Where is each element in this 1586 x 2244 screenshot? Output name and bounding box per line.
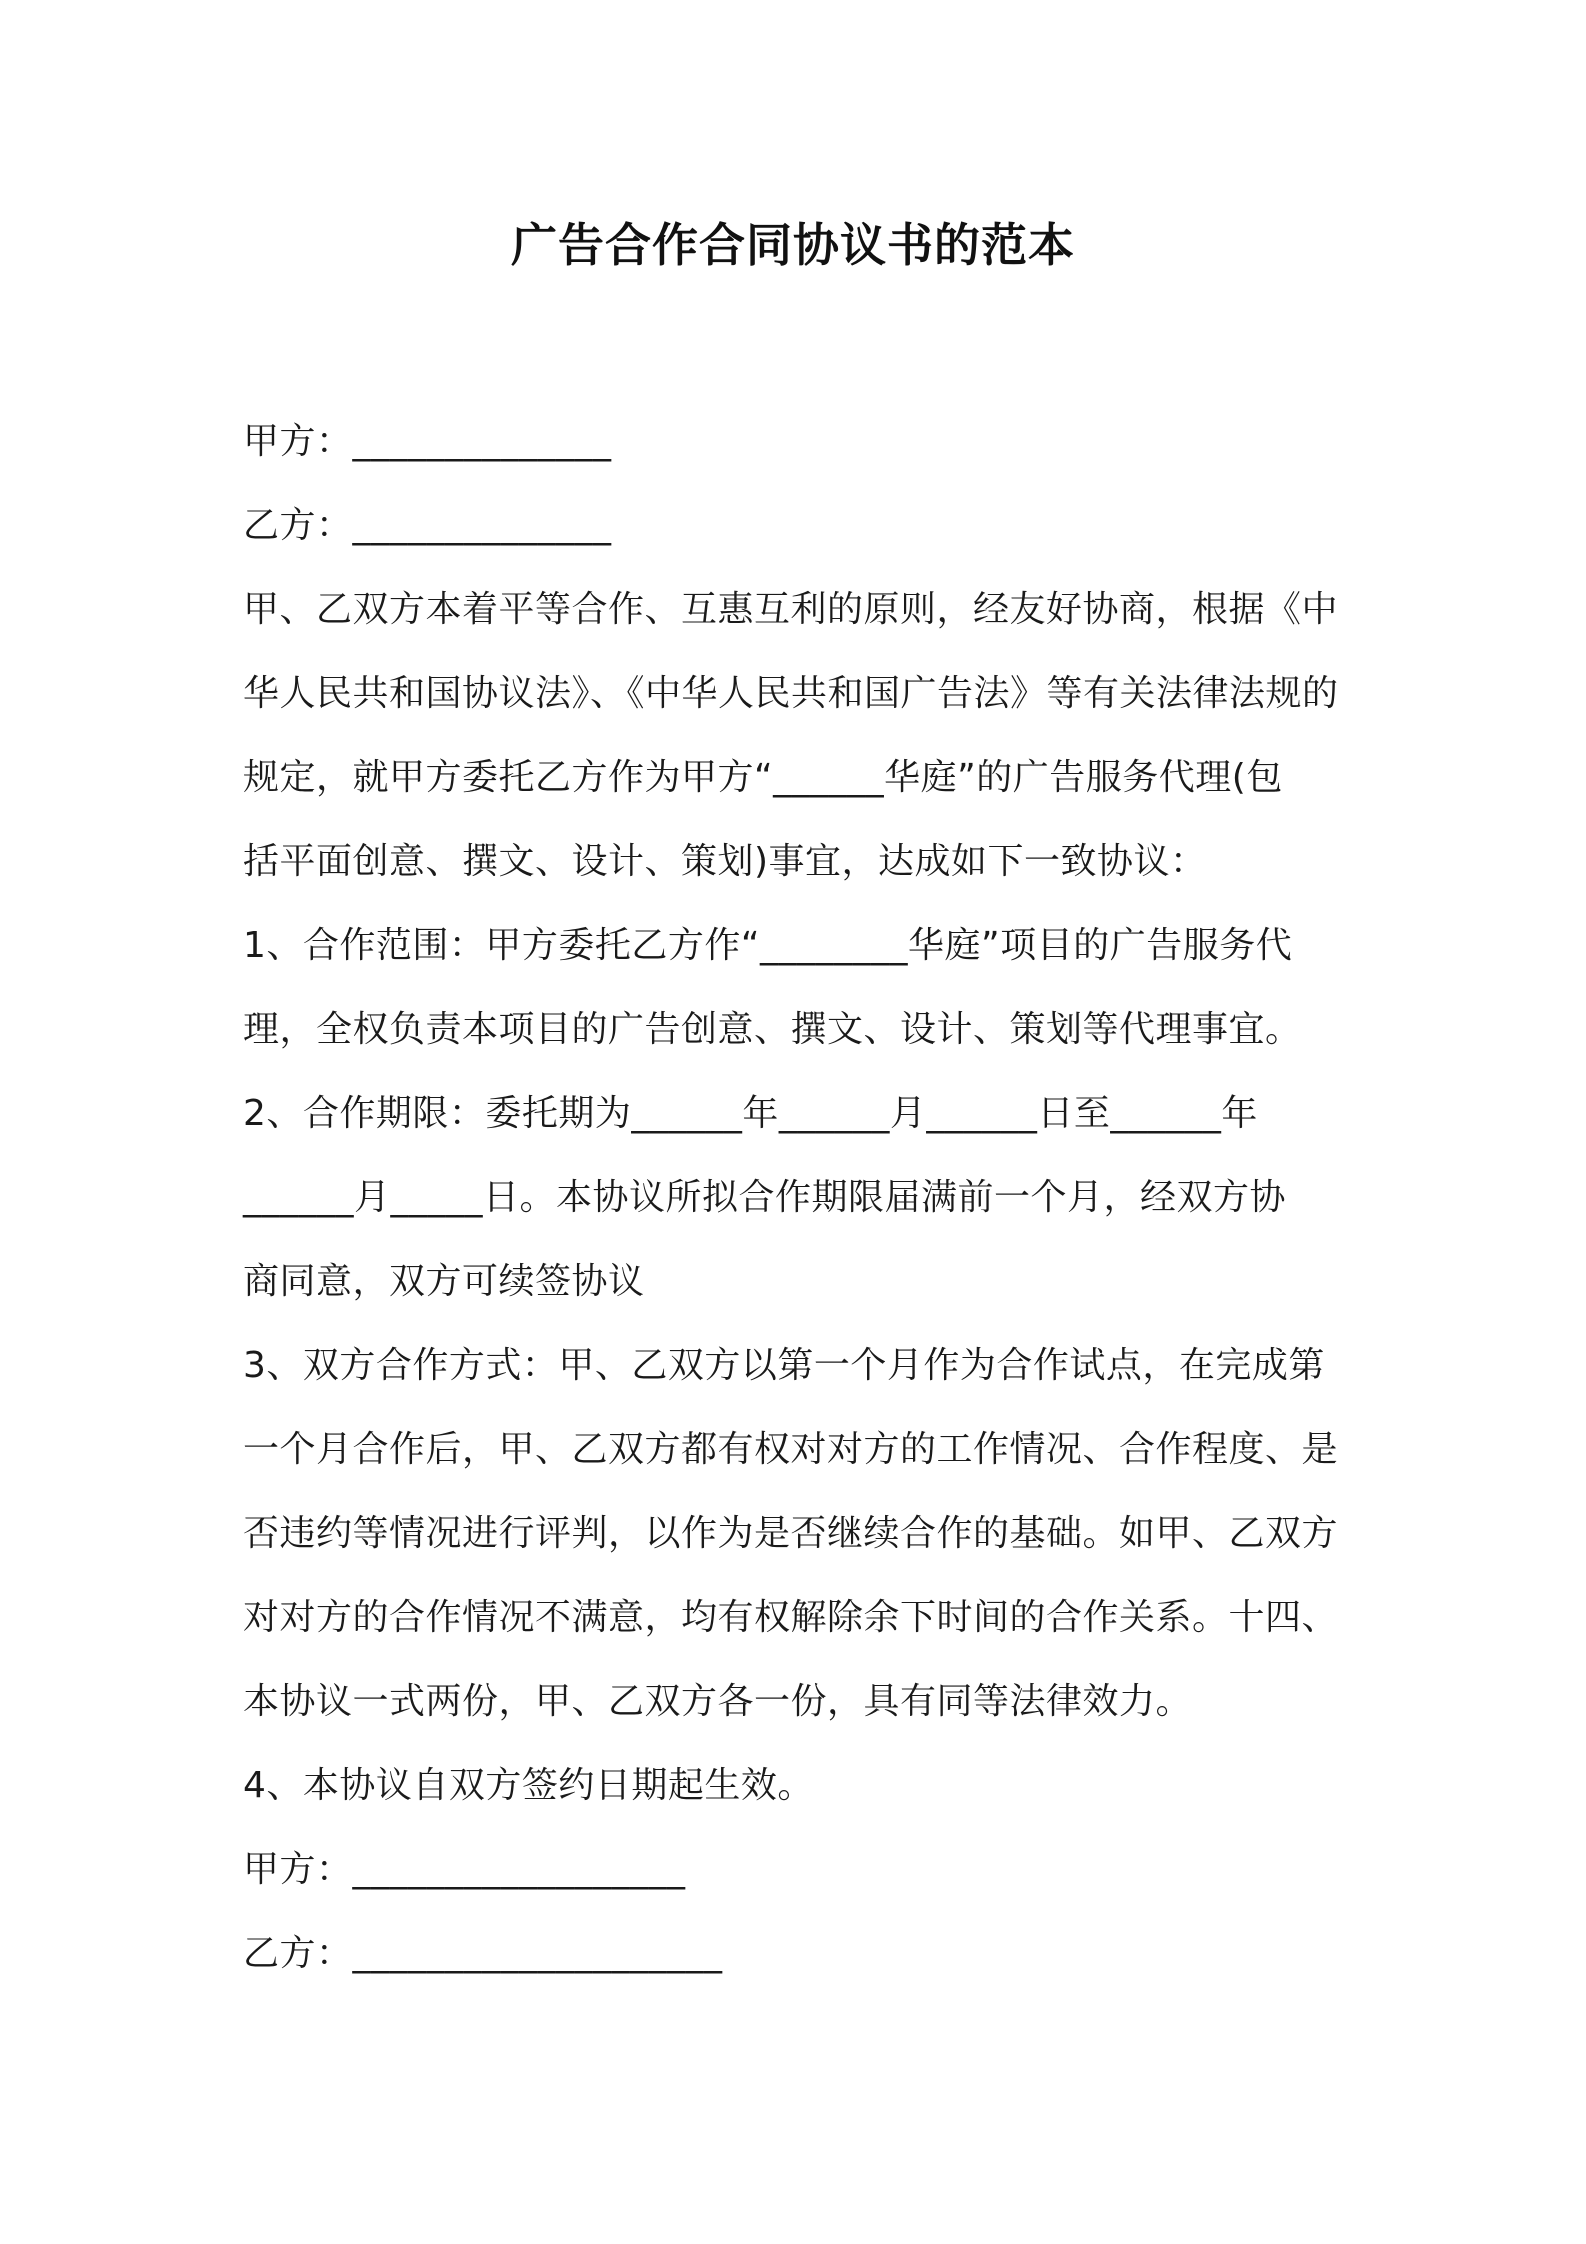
clause-1-line-1: 1、合作范围：甲方委托乙方作“________华庭”项目的广告服务代 [243,925,1293,966]
preamble-line-4: 括平面创意、撰文、设计、策划)事宜，达成如下一致协议： [243,841,1207,882]
clause-1-line-2: 理，全权负责本项目的广告创意、撰文、设计、策划等代理事宜。 [243,1009,1302,1050]
clause-2-line-2: ______月_____日。本协议所拟合作期限届满前一个月，经双方协 [243,1177,1287,1218]
clause-4-line: 4、本协议自双方签约日期起生效。 [243,1765,814,1806]
clause-3-line-4: 对对方的合作情况不满意，均有权解除余下时间的合作关系。十四、 [243,1597,1339,1638]
party-b-line: 乙方：______________ [243,505,612,546]
preamble-line-1: 甲、乙双方本着平等合作、互惠互利的原则，经友好协商，根据《中 [243,589,1339,630]
party-a-line: 甲方：______________ [243,421,612,462]
clause-3-line-2: 一个月合作后，甲、乙双方都有权对对方的工作情况、合作程度、是 [243,1429,1339,1470]
clause-3-line-1: 3、双方合作方式：甲、乙双方以第一个月作为合作试点，在完成第 [243,1345,1325,1386]
document-title: 广告合作合同协议书的范本 [511,218,1075,272]
signature-party-b: 乙方：____________________ [243,1933,723,1974]
clause-3-line-3: 否违约等情况进行评判，以作为是否继续合作的基础。如甲、乙双方 [243,1513,1339,1554]
preamble-line-3: 规定，就甲方委托乙方作为甲方“______华庭”的广告服务代理(包 [243,757,1283,798]
clause-3-line-5: 本协议一式两份，甲、乙双方各一份，具有同等法律效力。 [243,1681,1193,1722]
clause-2-line-1: 2、合作期限：委托期为______年______月______日至______年 [243,1093,1258,1134]
clause-2-line-3: 商同意，双方可续签协议 [243,1261,645,1302]
signature-party-a: 甲方：__________________ [243,1849,686,1890]
document-body [243,400,1353,1996]
preamble-line-2: 华人民共和国协议法》、《中华人民共和国广告法》等有关法律法规的 [243,673,1339,714]
